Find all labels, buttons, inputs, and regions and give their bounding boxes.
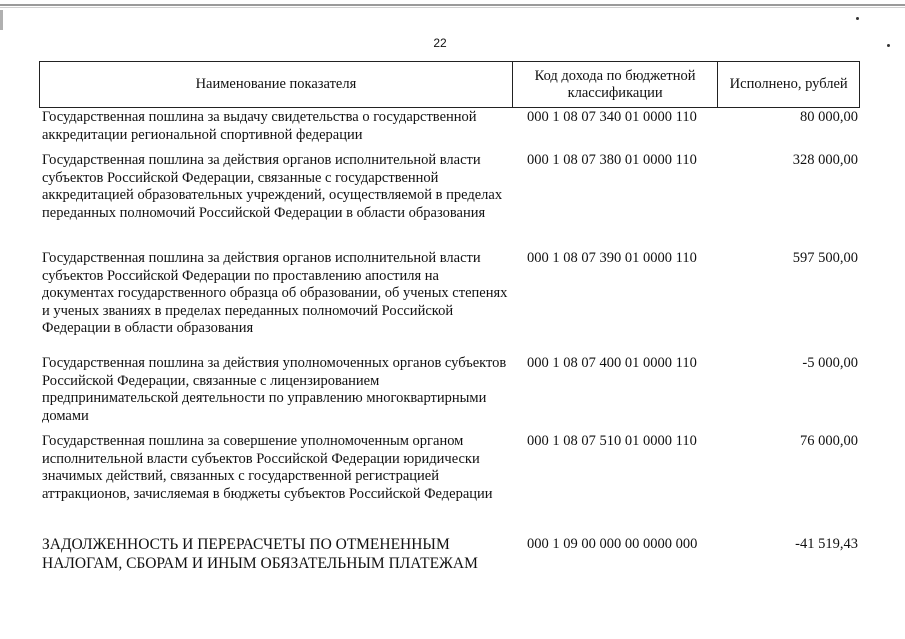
row-name: Государственная пошлина за выдачу свидетельства о государственной аккредитации региональной спортивной федерации: [42, 109, 477, 143]
table-header: [39, 61, 860, 108]
row-code: 000 1 08 07 390 01 0000 110: [527, 250, 697, 266]
row-code: 000 1 08 07 340 01 0000 110: [527, 109, 697, 125]
row-code: 000 1 08 07 380 01 0000 110: [527, 152, 697, 168]
row-amount: 76 000,00: [800, 433, 858, 449]
header-amount: Исполнено, рублей: [729, 76, 848, 92]
row-name: Государственная пошлина за действия уполномоченных органов субъектов Российской Федерации, связанные с лицензированием предпринимательской деятельности по управлению многоквартирными домами: [42, 355, 507, 424]
row-name: Государственная пошлина за действия органов исполнительной власти субъектов Российской Федерации, связанные с государственной аккредитацией образовательных учреждений, осуществляемой в пределах переданных полномочий Российской Федерации в области образования: [42, 152, 503, 221]
row-name: Государственная пошлина за совершение уполномоченным органом исполнительной власти субъектов Российской Федерации юридически значимых действий, связанных с государственной регистрацией аттракционов, зачисляемая в бюджеты субъектов Российской Федерации: [42, 433, 493, 502]
row-name: ЗАДОЛЖЕННОСТЬ И ПЕРЕРАСЧЕТЫ ПО ОТМЕНЕННЫМ НАЛОГАМ, СБОРАМ И ИНЫМ ОБЯЗАТЕЛЬНЫМ ПЛАТЕЖАМ: [42, 536, 478, 572]
scan-edge-line: [0, 4, 905, 6]
row-amount: -41 519,43: [795, 536, 858, 552]
row-amount: 328 000,00: [792, 152, 858, 168]
page-number: 22: [433, 36, 447, 50]
scan-speck: [856, 17, 859, 20]
row-code: 000 1 08 07 510 01 0000 110: [527, 433, 697, 449]
header-code: Код дохода по бюджетной классификации: [513, 62, 719, 107]
row-name: Государственная пошлина за действия органов исполнительной власти субъектов Российской Федерации по проставлению апостиля на документах государственного образца об образовании, об ученых степенях и ученых званиях в пределах переданных полномочий Российской Федерации в области образования: [42, 250, 508, 336]
header-name: Наименование показателя: [40, 62, 513, 107]
row-code: 000 1 09 00 000 00 0000 000: [527, 536, 698, 552]
scan-edge-line-faint: [0, 7, 905, 8]
row-amount: -5 000,00: [802, 355, 858, 371]
scan-speck: [887, 44, 890, 47]
row-amount: 80 000,00: [800, 109, 858, 125]
row-code: 000 1 08 07 400 01 0000 110: [527, 355, 697, 371]
scan-edge-mark: [0, 10, 3, 30]
row-amount: 597 500,00: [792, 250, 858, 266]
